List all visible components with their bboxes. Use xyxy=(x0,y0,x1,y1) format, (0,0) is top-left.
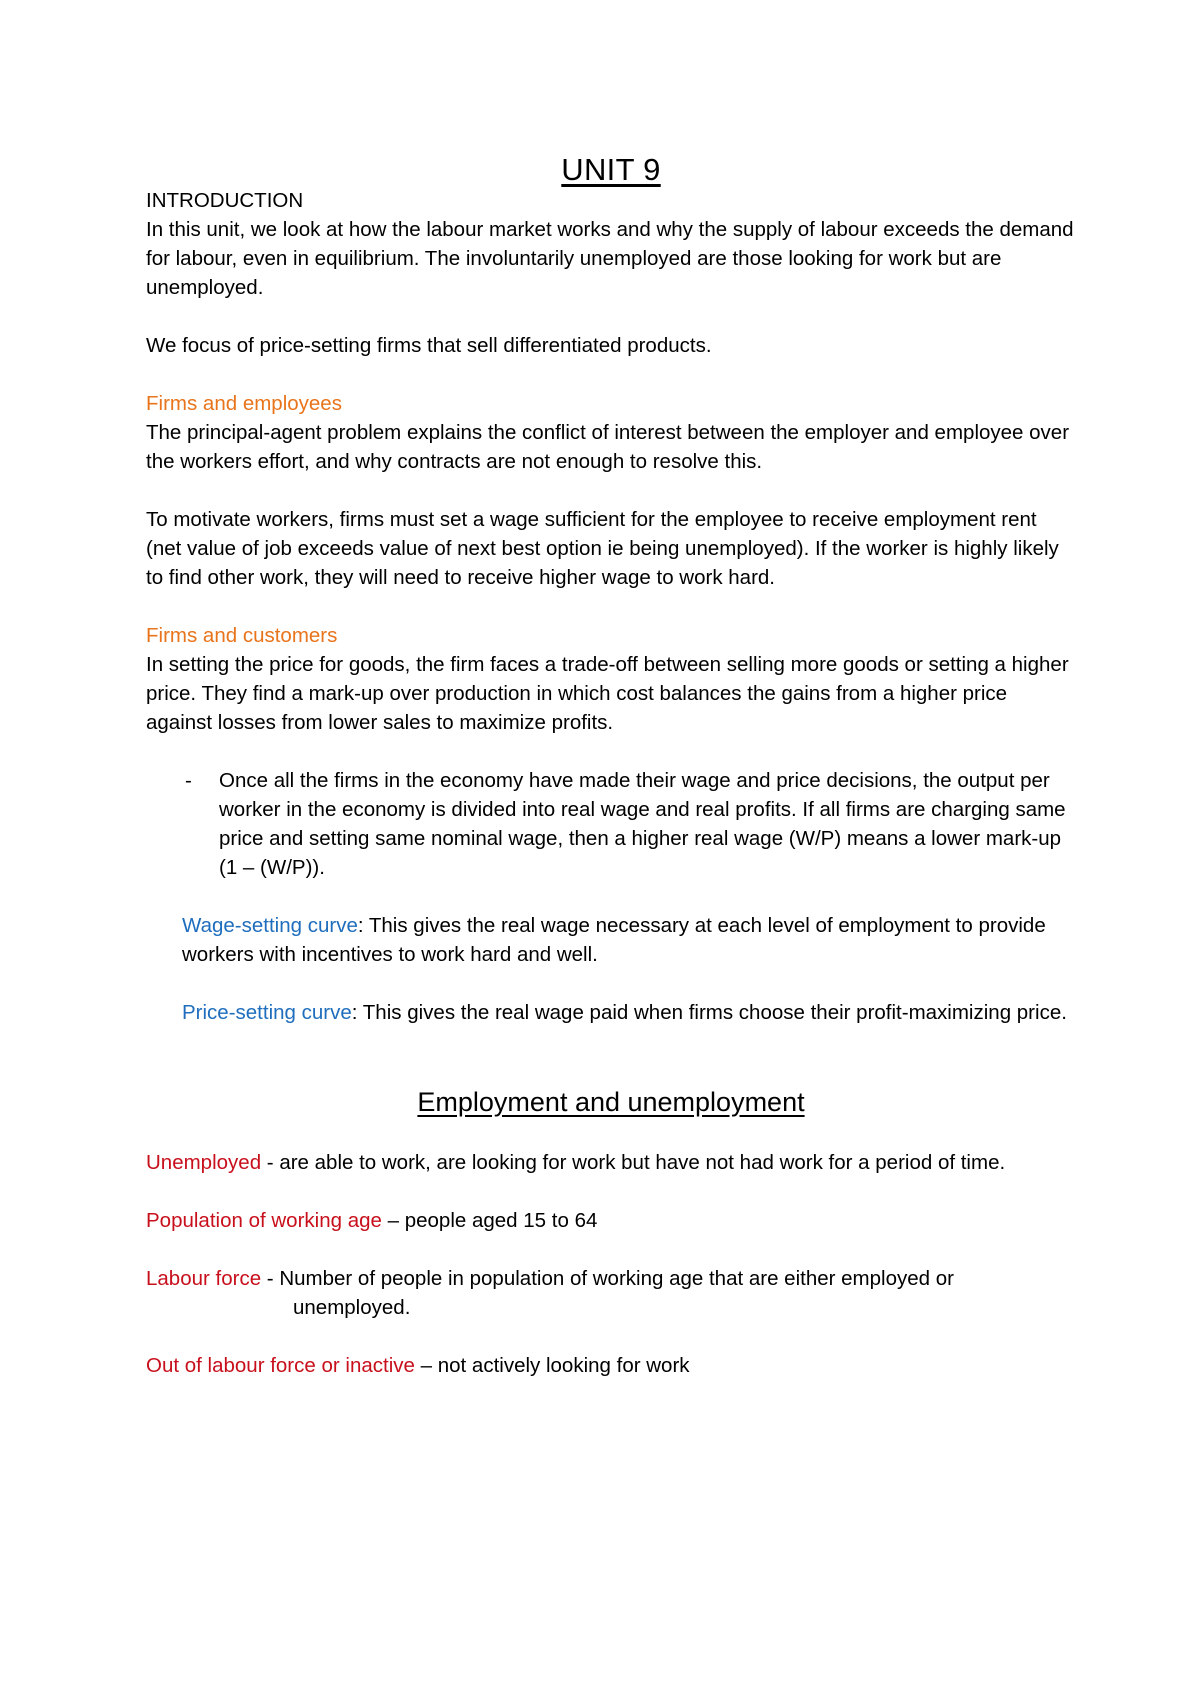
definition-separator: – xyxy=(381,1209,405,1232)
firms-customers-heading: Firms and customers xyxy=(146,624,338,647)
motivate-workers-paragraph: To motivate workers, firms must set a wage sufficient for the employee to receive employment rent (net value of job exceeds value of next best option ie being unemployed). If the worker is highly likely to find other work, they will need to receive higher wage to work hard. xyxy=(146,508,1059,589)
bullet-text: Once all the firms in the economy have made their wage and price decisions, the output per worker in the economy is divided into real wage and real profits. If all firms are charging same price and setting same nominal wage, then a higher real wage (W/P) means a lower mark-up (1 – (W/P)). xyxy=(219,769,1066,879)
term-labour-force: Labour force xyxy=(146,1267,262,1290)
definition-text: Number of people in population of working age that are either employed or unemployed. xyxy=(279,1267,954,1319)
term-inactive: Out of labour force or inactive xyxy=(146,1354,415,1377)
price-setting-text: : This gives the real wage paid when firms choose their profit-maximizing price. xyxy=(351,1001,1067,1024)
intro-paragraph: In this unit, we look at how the labour market works and why the supply of labour exceeds the demand for labour, even in equilibrium. The involuntarily unemployed are those looking for work but are unemployed. xyxy=(146,218,1074,299)
price-setting-definition xyxy=(146,998,1076,1027)
firms-employees-heading: Firms and employees xyxy=(146,392,342,415)
list-item xyxy=(146,766,1076,882)
section-title-employment: Employment and unemployment xyxy=(417,1087,805,1117)
definition-text: are able to work, are looking for work but have not had work for a period of time. xyxy=(279,1151,1006,1174)
definition-text: people aged 15 to 64 xyxy=(404,1209,598,1232)
price-setting-term: Price-setting curve xyxy=(182,1001,352,1024)
principal-agent-paragraph: The principal-agent problem explains the conflict of interest between the employer and employee over the workers effort, and why contracts are not enough to resolve this. xyxy=(146,421,1070,473)
definition-working-age xyxy=(146,1206,1076,1235)
definition-separator: - xyxy=(261,1151,280,1174)
wage-setting-definition xyxy=(146,911,1076,969)
definition-inactive xyxy=(146,1351,1076,1380)
definition-labour-force xyxy=(146,1264,1076,1322)
definition-text: not actively looking for work xyxy=(437,1354,690,1377)
intro-heading: INTRODUCTION xyxy=(146,189,304,212)
price-tradeoff-paragraph: In setting the price for goods, the firm faces a trade-off between selling more goods or setting a higher price. They find a mark-up over production in which cost balances the gains from a higher price against losses from lower sales to maximize profits. xyxy=(146,653,1069,734)
intro-focus-paragraph: We focus of price-setting firms that sell differentiated products. xyxy=(146,334,712,357)
term-unemployed: Unemployed xyxy=(146,1151,262,1174)
page-title: UNIT 9 xyxy=(561,152,661,187)
definition-separator: – xyxy=(414,1354,438,1377)
definition-separator: - xyxy=(261,1267,280,1290)
term-working-age: Population of working age xyxy=(146,1209,382,1232)
definition-unemployed xyxy=(146,1148,1076,1177)
wage-setting-term: Wage-setting curve xyxy=(182,914,358,937)
document-page xyxy=(146,150,1076,1380)
bullet-dash: - xyxy=(185,769,192,792)
wage-setting-text: : This gives the real wage necessary at each level of employment to provide workers with incentives to work hard and well. xyxy=(182,914,1046,966)
